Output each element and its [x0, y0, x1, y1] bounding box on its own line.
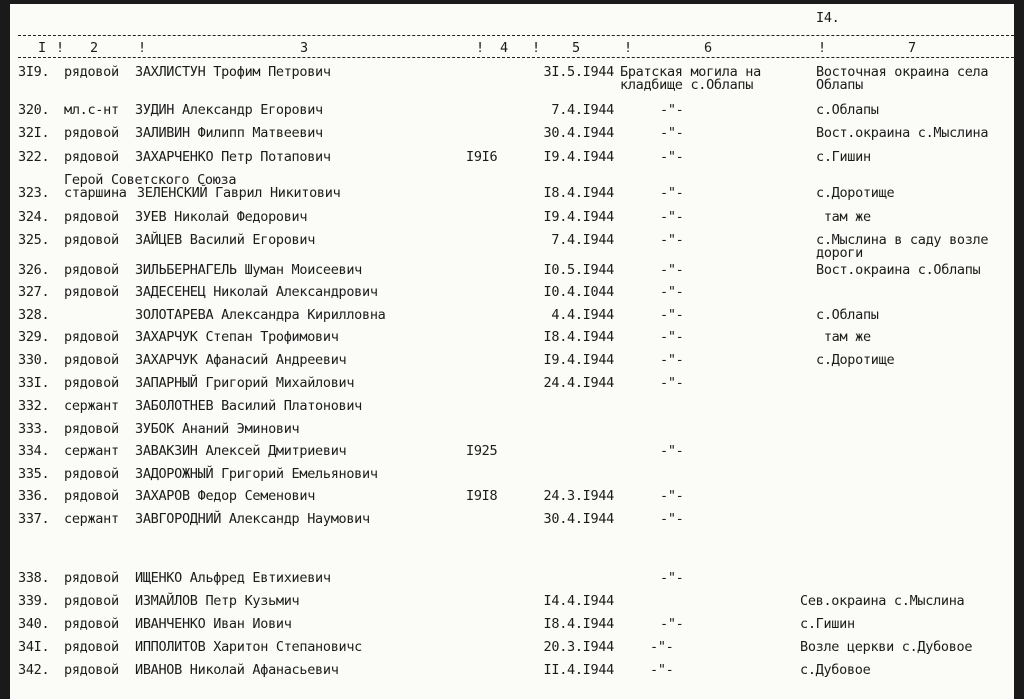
header-col4: 4 [500, 40, 508, 56]
row-burial-place: -"- [660, 149, 684, 165]
row-burial-place: -"- [660, 352, 684, 368]
header-sep: ! [818, 40, 826, 56]
row-name: ЗАДЕСЕНЕЦ Николай Александрович [135, 284, 378, 300]
header-sep: ! [476, 40, 484, 56]
header-rule-bottom [18, 57, 1014, 58]
row-rank: рядовой [64, 209, 119, 225]
row-number: 334. [18, 443, 50, 459]
row-death-date: I8.4.I944 [543, 616, 614, 632]
row-name: ЗАХАРЧУК Степан Трофимович [135, 329, 339, 345]
row-burial-place: -"- [660, 307, 684, 323]
row-death-place: Вост.окраина с.Облапы [816, 262, 981, 278]
row-number: 323. [18, 185, 50, 201]
header-col5: 5 [572, 40, 580, 56]
row-death-place: с.Гишин [816, 149, 871, 165]
row-name: ЗАХЛИСТУН Трофим Петрович [135, 64, 331, 80]
row-burial-place: -"- [660, 125, 684, 141]
row-death-date: I9.4.I944 [543, 352, 614, 368]
row-name: ЗАХАРЧУК Афанасий Андреевич [135, 352, 347, 368]
row-rank: рядовой [64, 639, 119, 655]
row-burial-place: -"- [660, 375, 684, 391]
row-burial-place: -"- [660, 616, 684, 632]
row-name: ЗАХАРОВ Федор Семенович [135, 488, 316, 504]
row-death-date: 24.4.I944 [543, 375, 614, 391]
row-name: ЗАЙЦЕВ Василий Егорович [135, 232, 316, 248]
row-burial-place: -"- [660, 185, 684, 201]
row-burial-place: -"- [660, 209, 684, 225]
row-rank: сержант [64, 511, 119, 527]
row-name: ИВАНЧЕНКО Иван Иович [135, 616, 292, 632]
row-burial-place: -"- [660, 284, 684, 300]
row-rank: рядовой [64, 262, 119, 278]
row-death-place: там же [816, 329, 871, 345]
header-sep: ! [138, 40, 146, 56]
row-death-date: 24.3.I944 [543, 488, 614, 504]
row-rank: сержант [64, 398, 119, 414]
row-death-place: с.Дубовое [800, 662, 871, 678]
row-rank: рядовой [64, 662, 119, 678]
row-death-place: с.Облапы [816, 307, 879, 323]
row-rank: рядовой [64, 375, 119, 391]
row-name: ИППОЛИТОВ Харитон Степановичс [135, 639, 363, 655]
header-col2: 2 [90, 40, 98, 56]
row-name: ЗАВАКЗИН Алексей Дмитриевич [135, 443, 347, 459]
row-death-date: I0.5.I944 [543, 262, 614, 278]
row-death-date: 7.4.I944 [551, 232, 614, 248]
row-number: 340. [18, 616, 50, 632]
row-death-place: с.Гишин [800, 616, 855, 632]
row-burial-place: -"- [650, 639, 674, 655]
header-sep: ! [56, 40, 64, 56]
row-number: 330. [18, 352, 50, 368]
row-number: 329. [18, 329, 50, 345]
row-number: 327. [18, 284, 50, 300]
row-death-place: с.Мыслина в саду возле дороги [816, 232, 989, 261]
row-rank: рядовой [64, 352, 119, 368]
row-death-date: 4.4.I944 [551, 307, 614, 323]
row-name: ЗУЕВ Николай Федорович [135, 209, 308, 225]
row-rank: рядовой [64, 284, 119, 300]
header-rule-top [18, 35, 1014, 36]
row-birth-year: I925 [466, 443, 498, 459]
row-death-date: I9.4.I944 [543, 209, 614, 225]
row-number: 325. [18, 232, 50, 248]
row-number: 333. [18, 421, 50, 437]
row-death-date: I0.4.I044 [543, 284, 614, 300]
row-name: ИЗМАЙЛОВ Петр Кузьмич [135, 593, 300, 609]
row-rank: рядовой [64, 232, 119, 248]
row-name: ЗЕЛЕНСКИЙ Гаврил Никитович [136, 185, 341, 201]
row-rank: рядовой [64, 466, 119, 482]
row-name: ЗАДОРОЖНЫЙ Григорий Емельянович [135, 466, 378, 482]
row-number: 33I. [18, 375, 50, 391]
row-number: 322. [18, 149, 50, 165]
row-rank: рядовой [64, 570, 119, 586]
row-number: 3I9. [18, 64, 50, 80]
row-rank: рядовой [64, 616, 119, 632]
header-col3: 3 [300, 40, 308, 56]
row-name: ЗИЛЬБЕРНАГЕЛЬ Шуман Моисеевич [135, 262, 363, 278]
row-burial-place: -"- [660, 329, 684, 345]
row-burial-place: -"- [660, 102, 684, 118]
row-name: ЗАХАРЧЕНКО Петр Потапович [135, 149, 331, 165]
row-number: 336. [18, 488, 50, 504]
row-name: ЗАВГОРОДНИЙ Александр Наумович [135, 511, 370, 527]
row-burial-place: -"- [660, 488, 684, 504]
row-rank: рядовой [64, 593, 119, 609]
row-death-date: I8.4.I944 [543, 185, 614, 201]
row-rank: сержант [64, 443, 119, 459]
header-col1: I [38, 40, 46, 56]
header-col7: 7 [908, 40, 916, 56]
header-col6: 6 [704, 40, 712, 56]
row-number: 338. [18, 570, 50, 586]
row-rank: мл.с-нт [64, 102, 119, 118]
row-burial-place: -"- [660, 570, 684, 586]
row-name: ИЩЕНКО Альфред Евтихиевич [135, 570, 331, 586]
header-sep: ! [532, 40, 540, 56]
row-burial-place: -"- [660, 511, 684, 527]
row-name: ЗУБОК Ананий Эминович [135, 421, 300, 437]
row-death-place: с.Облапы [816, 102, 879, 118]
row-death-place: Вост.окраина с.Мыслина [816, 125, 989, 141]
row-burial-place: -"- [660, 262, 684, 278]
row-rank: рядовой [64, 64, 119, 80]
row-name: ЗАЛИВИН Филипп Матвеевич [135, 125, 323, 141]
row-birth-year: I9I8 [466, 488, 498, 504]
row-death-place: с.Доротище [816, 352, 895, 368]
row-burial-place: -"- [650, 662, 674, 678]
page-number: I4. [816, 10, 840, 26]
row-burial-place: Братская могила на кладбище с.Облапы [620, 64, 761, 93]
row-death-date: 30.4.I944 [543, 511, 614, 527]
document-page [10, 4, 1014, 699]
row-number: 32I. [18, 125, 50, 141]
row-burial-place: -"- [660, 232, 684, 248]
row-number: 332. [18, 398, 50, 414]
row-death-date: I4.4.I944 [543, 593, 614, 609]
row-birth-year: I9I6 [466, 149, 498, 165]
row-rank: рядовой [64, 421, 119, 437]
row-rank: рядовой [64, 149, 119, 165]
row-number: 339. [18, 593, 50, 609]
row-death-date: 30.4.I944 [543, 125, 614, 141]
row-death-date: II.4.I944 [543, 662, 614, 678]
row-death-place: с.Доротище [816, 185, 895, 201]
row-name: ЗАБОЛОТНЕВ Василий Платонович [135, 398, 363, 414]
row-death-place: Сев.окраина с.Мыслина [800, 593, 965, 609]
row-rank: Герой Советского Союза старшина [64, 172, 237, 201]
row-death-date: I9.4.I944 [543, 149, 614, 165]
row-rank: рядовой [64, 329, 119, 345]
row-name: ЗУДИН Александр Егорович [135, 102, 323, 118]
row-name: ЗОЛОТАРЕВА Александра Кирилловна [135, 307, 386, 323]
row-death-place: Восточная окраина села Облапы [816, 64, 989, 93]
row-number: 335. [18, 466, 50, 482]
row-number: 337. [18, 511, 50, 527]
row-rank: рядовой [64, 488, 119, 504]
row-number: 324. [18, 209, 50, 225]
row-number: 328. [18, 307, 50, 323]
row-name: ИВАНОВ Николай Афанасьевич [135, 662, 339, 678]
row-death-date: 20.3.I944 [543, 639, 614, 655]
row-rank: рядовой [64, 125, 119, 141]
row-death-place: там же [816, 209, 871, 225]
row-death-date: 3I.5.I944 [543, 64, 614, 80]
row-number: 326. [18, 262, 50, 278]
row-death-place: Возле церкви с.Дубовое [800, 639, 973, 655]
row-death-date: 7.4.I944 [551, 102, 614, 118]
row-death-date: I8.4.I944 [543, 329, 614, 345]
row-number: 34I. [18, 639, 50, 655]
row-number: 320. [18, 102, 50, 118]
row-name: ЗАПАРНЫЙ Григорий Михайлович [135, 375, 355, 391]
row-burial-place: -"- [660, 443, 684, 459]
row-number: 342. [18, 662, 50, 678]
header-sep: ! [624, 40, 632, 56]
